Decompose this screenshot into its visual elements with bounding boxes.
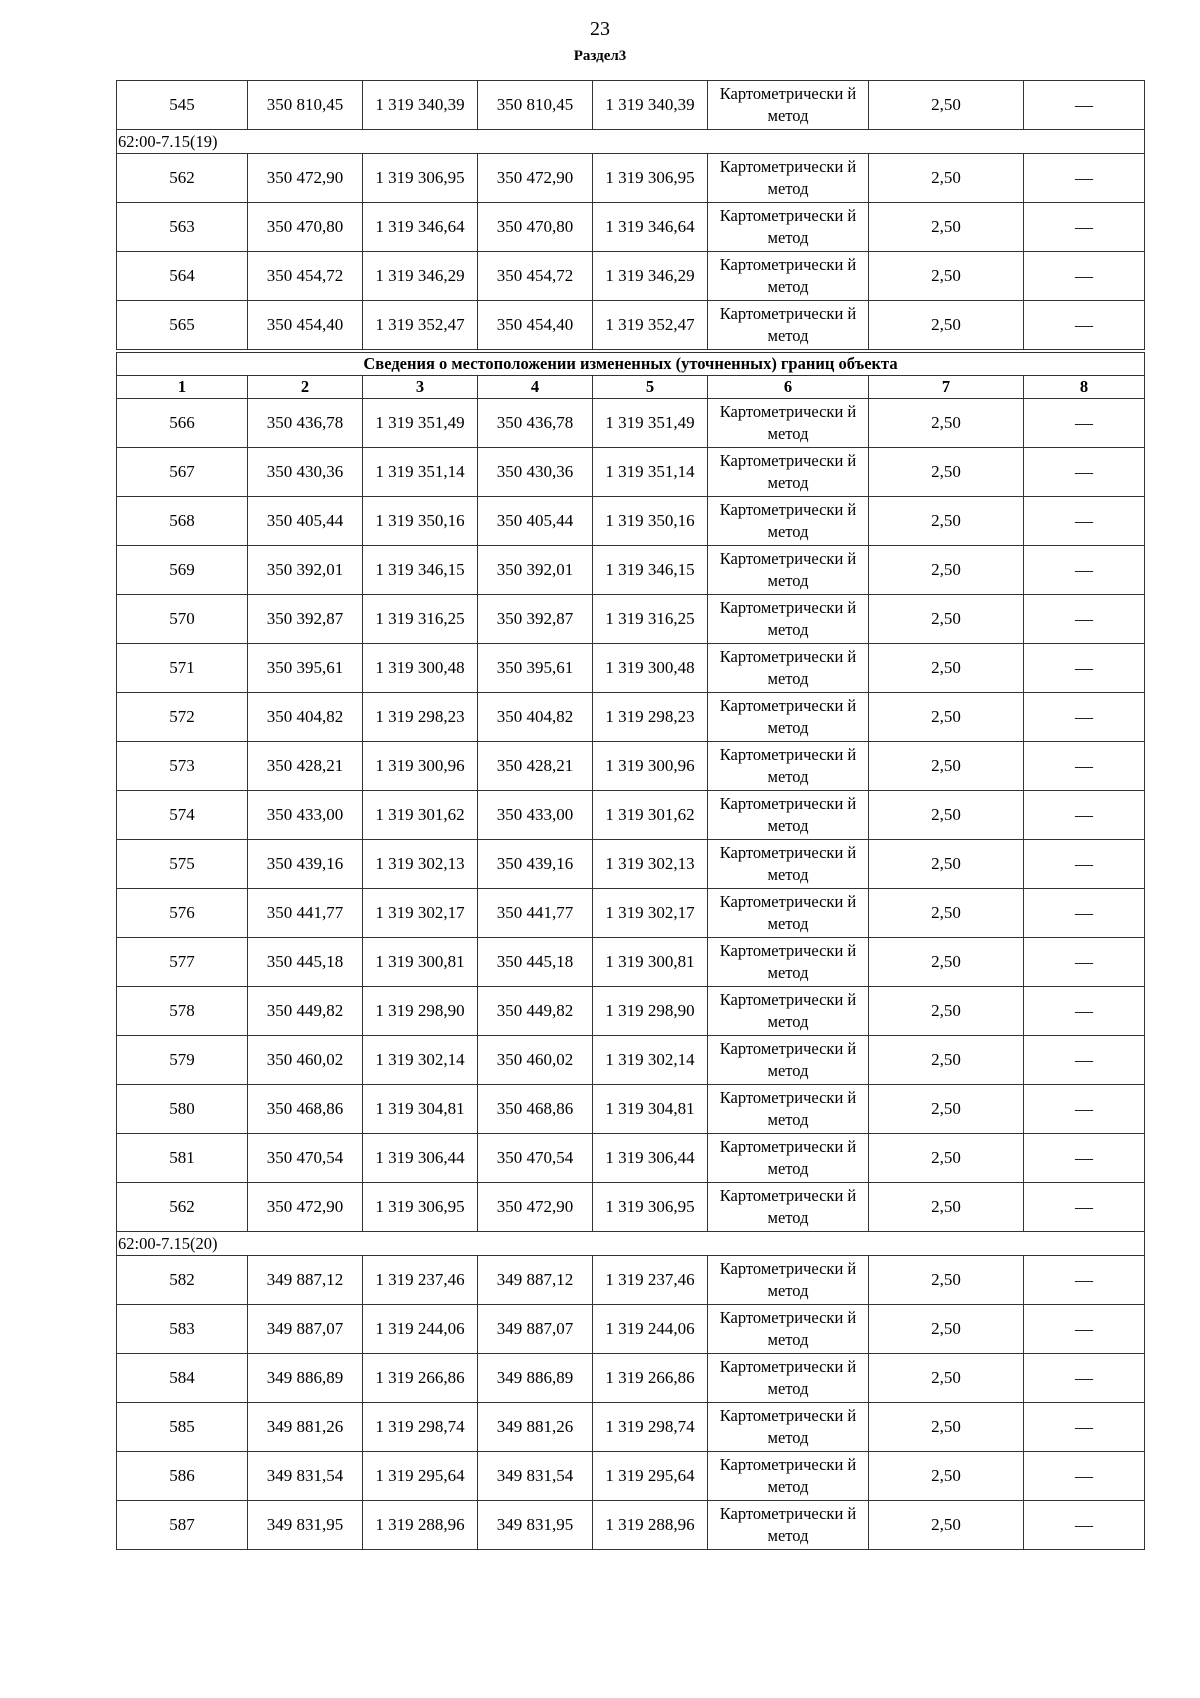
y-existing-cell: 1 319 304,81	[363, 1085, 478, 1134]
y-refined-cell: 1 319 244,06	[593, 1305, 708, 1354]
y-existing-cell: 1 319 300,48	[363, 644, 478, 693]
method-cell: Картометрически й метод	[708, 81, 869, 130]
x-existing-cell: 350 404,82	[248, 693, 363, 742]
x-existing-cell: 350 472,90	[248, 154, 363, 203]
y-existing-cell: 1 319 298,90	[363, 987, 478, 1036]
point-number-cell: 565	[117, 301, 248, 352]
method-cell: Картометрически й метод	[708, 595, 869, 644]
table-row	[117, 1183, 1145, 1232]
table-row	[117, 497, 1145, 546]
y-existing-cell: 1 319 306,95	[363, 1183, 478, 1232]
description-cell: —	[1024, 742, 1145, 791]
accuracy-cell: 2,50	[869, 791, 1024, 840]
y-refined-cell: 1 319 306,95	[593, 154, 708, 203]
description-cell: —	[1024, 154, 1145, 203]
description-cell: —	[1024, 1183, 1145, 1232]
method-cell: Картометрически й метод	[708, 987, 869, 1036]
x-refined-cell: 350 428,21	[478, 742, 593, 791]
x-existing-cell: 350 395,61	[248, 644, 363, 693]
accuracy-cell: 2,50	[869, 987, 1024, 1036]
table-row	[117, 448, 1145, 497]
table-row	[117, 693, 1145, 742]
table-row	[117, 791, 1145, 840]
point-number-cell: 574	[117, 791, 248, 840]
method-cell: Картометрически й метод	[708, 1501, 869, 1550]
x-refined-cell: 350 454,72	[478, 252, 593, 301]
description-cell: —	[1024, 448, 1145, 497]
description-cell: —	[1024, 1256, 1145, 1305]
group-label: 62:00-7.15(19)	[117, 130, 1145, 154]
accuracy-cell: 2,50	[869, 1134, 1024, 1183]
table-row	[117, 154, 1145, 203]
table-row	[117, 1256, 1145, 1305]
x-refined-cell: 350 433,00	[478, 791, 593, 840]
description-cell: —	[1024, 203, 1145, 252]
y-refined-cell: 1 319 302,14	[593, 1036, 708, 1085]
description-cell: —	[1024, 1036, 1145, 1085]
y-refined-cell: 1 319 316,25	[593, 595, 708, 644]
x-existing-cell: 350 433,00	[248, 791, 363, 840]
x-refined-cell: 349 887,12	[478, 1256, 593, 1305]
y-refined-cell: 1 319 288,96	[593, 1501, 708, 1550]
point-number-cell: 563	[117, 203, 248, 252]
description-cell: —	[1024, 301, 1145, 352]
method-cell: Картометрически й метод	[708, 1183, 869, 1232]
y-refined-cell: 1 319 346,29	[593, 252, 708, 301]
x-existing-cell: 350 428,21	[248, 742, 363, 791]
y-existing-cell: 1 319 352,47	[363, 301, 478, 352]
y-existing-cell: 1 319 266,86	[363, 1354, 478, 1403]
x-existing-cell: 349 887,12	[248, 1256, 363, 1305]
x-refined-cell: 350 395,61	[478, 644, 593, 693]
accuracy-cell: 2,50	[869, 644, 1024, 693]
method-cell: Картометрически й метод	[708, 1354, 869, 1403]
point-number-cell: 584	[117, 1354, 248, 1403]
accuracy-cell: 2,50	[869, 497, 1024, 546]
description-cell: —	[1024, 889, 1145, 938]
table-row	[117, 1403, 1145, 1452]
y-refined-cell: 1 319 306,95	[593, 1183, 708, 1232]
group-row	[117, 1232, 1145, 1256]
x-refined-cell: 350 430,36	[478, 448, 593, 497]
point-number-cell: 576	[117, 889, 248, 938]
method-cell: Картометрически й метод	[708, 301, 869, 352]
x-refined-cell: 349 831,54	[478, 1452, 593, 1501]
table-row	[117, 1354, 1145, 1403]
section-title: Раздел3	[573, 48, 627, 64]
x-existing-cell: 350 445,18	[248, 938, 363, 987]
description-cell: —	[1024, 1501, 1145, 1550]
y-existing-cell: 1 319 300,96	[363, 742, 478, 791]
x-refined-cell: 350 392,87	[478, 595, 593, 644]
y-refined-cell: 1 319 237,46	[593, 1256, 708, 1305]
x-refined-cell: 350 441,77	[478, 889, 593, 938]
y-existing-cell: 1 319 346,64	[363, 203, 478, 252]
x-refined-cell: 350 468,86	[478, 1085, 593, 1134]
table-row	[117, 252, 1145, 301]
method-cell: Картометрически й метод	[708, 399, 869, 448]
x-existing-cell: 349 887,07	[248, 1305, 363, 1354]
point-number-cell: 569	[117, 546, 248, 595]
y-refined-cell: 1 319 300,48	[593, 644, 708, 693]
table-row	[117, 1134, 1145, 1183]
x-refined-cell: 350 404,82	[478, 693, 593, 742]
y-refined-cell: 1 319 300,96	[593, 742, 708, 791]
point-number-cell: 587	[117, 1501, 248, 1550]
y-refined-cell: 1 319 266,86	[593, 1354, 708, 1403]
point-number-cell: 582	[117, 1256, 248, 1305]
column-number: 1	[117, 376, 248, 399]
description-cell: —	[1024, 1354, 1145, 1403]
table-row	[117, 399, 1145, 448]
y-existing-cell: 1 319 351,14	[363, 448, 478, 497]
y-existing-cell: 1 319 288,96	[363, 1501, 478, 1550]
y-refined-cell: 1 319 346,64	[593, 203, 708, 252]
point-number-cell: 571	[117, 644, 248, 693]
x-refined-cell: 350 439,16	[478, 840, 593, 889]
table-row	[117, 644, 1145, 693]
method-cell: Картометрически й метод	[708, 644, 869, 693]
description-cell: —	[1024, 1134, 1145, 1183]
x-existing-cell: 350 392,87	[248, 595, 363, 644]
x-refined-cell: 349 887,07	[478, 1305, 593, 1354]
x-existing-cell: 350 472,90	[248, 1183, 363, 1232]
accuracy-cell: 2,50	[869, 1305, 1024, 1354]
y-refined-cell: 1 319 298,90	[593, 987, 708, 1036]
point-number-cell: 578	[117, 987, 248, 1036]
accuracy-cell: 2,50	[869, 252, 1024, 301]
table-row	[117, 546, 1145, 595]
accuracy-cell: 2,50	[869, 1036, 1024, 1085]
description-cell: —	[1024, 693, 1145, 742]
y-refined-cell: 1 319 350,16	[593, 497, 708, 546]
point-number-cell: 586	[117, 1452, 248, 1501]
x-existing-cell: 350 405,44	[248, 497, 363, 546]
point-number-cell: 564	[117, 252, 248, 301]
description-cell: —	[1024, 840, 1145, 889]
x-existing-cell: 350 430,36	[248, 448, 363, 497]
method-cell: Картометрически й метод	[708, 693, 869, 742]
description-cell: —	[1024, 399, 1145, 448]
point-number-cell: 583	[117, 1305, 248, 1354]
y-refined-cell: 1 319 295,64	[593, 1452, 708, 1501]
group-row	[117, 130, 1145, 154]
table-row	[117, 81, 1145, 130]
accuracy-cell: 2,50	[869, 1256, 1024, 1305]
y-existing-cell: 1 319 298,74	[363, 1403, 478, 1452]
point-number-cell: 570	[117, 595, 248, 644]
x-existing-cell: 349 881,26	[248, 1403, 363, 1452]
method-cell: Картометрически й метод	[708, 1134, 869, 1183]
accuracy-cell: 2,50	[869, 81, 1024, 130]
y-refined-cell: 1 319 302,13	[593, 840, 708, 889]
y-refined-cell: 1 319 301,62	[593, 791, 708, 840]
x-refined-cell: 350 472,90	[478, 154, 593, 203]
y-existing-cell: 1 319 350,16	[363, 497, 478, 546]
point-number-cell: 562	[117, 154, 248, 203]
x-refined-cell: 350 449,82	[478, 987, 593, 1036]
y-existing-cell: 1 319 302,14	[363, 1036, 478, 1085]
table-row	[117, 938, 1145, 987]
point-number-cell: 545	[117, 81, 248, 130]
point-number-cell: 568	[117, 497, 248, 546]
point-number-cell: 575	[117, 840, 248, 889]
y-existing-cell: 1 319 351,49	[363, 399, 478, 448]
point-number-cell: 567	[117, 448, 248, 497]
x-existing-cell: 350 470,54	[248, 1134, 363, 1183]
description-cell: —	[1024, 938, 1145, 987]
method-cell: Картометрически й метод	[708, 791, 869, 840]
y-existing-cell: 1 319 244,06	[363, 1305, 478, 1354]
table-body	[117, 81, 1145, 1550]
method-cell: Картометрически й метод	[708, 546, 869, 595]
x-existing-cell: 350 439,16	[248, 840, 363, 889]
point-number-cell: 577	[117, 938, 248, 987]
description-cell: —	[1024, 1452, 1145, 1501]
method-cell: Картометрически й метод	[708, 1036, 869, 1085]
x-existing-cell: 350 470,80	[248, 203, 363, 252]
table-row	[117, 987, 1145, 1036]
x-refined-cell: 350 460,02	[478, 1036, 593, 1085]
x-existing-cell: 350 468,86	[248, 1085, 363, 1134]
accuracy-cell: 2,50	[869, 889, 1024, 938]
x-refined-cell: 349 831,95	[478, 1501, 593, 1550]
y-existing-cell: 1 319 306,95	[363, 154, 478, 203]
method-cell: Картометрически й метод	[708, 840, 869, 889]
accuracy-cell: 2,50	[869, 1501, 1024, 1550]
table-row	[117, 1501, 1145, 1550]
y-existing-cell: 1 319 346,15	[363, 546, 478, 595]
x-refined-cell: 350 436,78	[478, 399, 593, 448]
column-number: 4	[478, 376, 593, 399]
y-existing-cell: 1 319 316,25	[363, 595, 478, 644]
accuracy-cell: 2,50	[869, 301, 1024, 352]
x-existing-cell: 350 436,78	[248, 399, 363, 448]
point-number-cell: 580	[117, 1085, 248, 1134]
page-number: 23	[590, 18, 610, 40]
table-row	[117, 1305, 1145, 1354]
point-number-cell: 573	[117, 742, 248, 791]
method-cell: Картометрически й метод	[708, 1256, 869, 1305]
description-cell: —	[1024, 1403, 1145, 1452]
x-refined-cell: 350 445,18	[478, 938, 593, 987]
description-cell: —	[1024, 987, 1145, 1036]
accuracy-cell: 2,50	[869, 742, 1024, 791]
y-refined-cell: 1 319 351,49	[593, 399, 708, 448]
accuracy-cell: 2,50	[869, 1085, 1024, 1134]
y-refined-cell: 1 319 306,44	[593, 1134, 708, 1183]
point-number-cell: 562	[117, 1183, 248, 1232]
accuracy-cell: 2,50	[869, 938, 1024, 987]
method-cell: Картометрически й метод	[708, 154, 869, 203]
x-refined-cell: 350 454,40	[478, 301, 593, 352]
description-cell: —	[1024, 252, 1145, 301]
table-row	[117, 1452, 1145, 1501]
method-cell: Картометрически й метод	[708, 448, 869, 497]
x-existing-cell: 350 454,40	[248, 301, 363, 352]
method-cell: Картометрически й метод	[708, 1305, 869, 1354]
x-refined-cell: 349 886,89	[478, 1354, 593, 1403]
method-cell: Картометрически й метод	[708, 742, 869, 791]
column-number: 3	[363, 376, 478, 399]
description-cell: —	[1024, 1085, 1145, 1134]
y-existing-cell: 1 319 298,23	[363, 693, 478, 742]
table-row	[117, 1085, 1145, 1134]
column-numbers-row	[117, 376, 1145, 399]
method-cell: Картометрически й метод	[708, 1085, 869, 1134]
column-number: 8	[1024, 376, 1145, 399]
y-refined-cell: 1 319 304,81	[593, 1085, 708, 1134]
accuracy-cell: 2,50	[869, 1354, 1024, 1403]
description-cell: —	[1024, 791, 1145, 840]
point-number-cell: 572	[117, 693, 248, 742]
description-cell: —	[1024, 546, 1145, 595]
accuracy-cell: 2,50	[869, 448, 1024, 497]
x-existing-cell: 350 460,02	[248, 1036, 363, 1085]
x-refined-cell: 350 470,80	[478, 203, 593, 252]
table-row	[117, 1036, 1145, 1085]
y-existing-cell: 1 319 340,39	[363, 81, 478, 130]
y-refined-cell: 1 319 302,17	[593, 889, 708, 938]
y-refined-cell: 1 319 346,15	[593, 546, 708, 595]
y-refined-cell: 1 319 298,74	[593, 1403, 708, 1452]
group-label: 62:00-7.15(20)	[117, 1232, 1145, 1256]
point-number-cell: 566	[117, 399, 248, 448]
column-number: 7	[869, 376, 1024, 399]
coordinates-table	[116, 80, 1145, 1550]
column-number: 2	[248, 376, 363, 399]
accuracy-cell: 2,50	[869, 840, 1024, 889]
y-existing-cell: 1 319 302,17	[363, 889, 478, 938]
method-cell: Картометрически й метод	[708, 1452, 869, 1501]
accuracy-cell: 2,50	[869, 203, 1024, 252]
accuracy-cell: 2,50	[869, 1403, 1024, 1452]
description-cell: —	[1024, 81, 1145, 130]
x-refined-cell: 350 392,01	[478, 546, 593, 595]
y-refined-cell: 1 319 340,39	[593, 81, 708, 130]
point-number-cell: 579	[117, 1036, 248, 1085]
accuracy-cell: 2,50	[869, 1183, 1024, 1232]
table-row	[117, 301, 1145, 352]
y-refined-cell: 1 319 298,23	[593, 693, 708, 742]
x-existing-cell: 349 831,95	[248, 1501, 363, 1550]
y-existing-cell: 1 319 302,13	[363, 840, 478, 889]
column-number: 5	[593, 376, 708, 399]
description-cell: —	[1024, 1305, 1145, 1354]
accuracy-cell: 2,50	[869, 154, 1024, 203]
x-existing-cell: 350 392,01	[248, 546, 363, 595]
x-existing-cell: 350 454,72	[248, 252, 363, 301]
y-existing-cell: 1 319 295,64	[363, 1452, 478, 1501]
x-existing-cell: 350 449,82	[248, 987, 363, 1036]
table-heading-row	[117, 351, 1145, 376]
y-refined-cell: 1 319 351,14	[593, 448, 708, 497]
y-refined-cell: 1 319 352,47	[593, 301, 708, 352]
accuracy-cell: 2,50	[869, 595, 1024, 644]
method-cell: Картометрически й метод	[708, 889, 869, 938]
description-cell: —	[1024, 644, 1145, 693]
x-refined-cell: 350 470,54	[478, 1134, 593, 1183]
x-existing-cell: 350 810,45	[248, 81, 363, 130]
x-existing-cell: 350 441,77	[248, 889, 363, 938]
method-cell: Картометрически й метод	[708, 938, 869, 987]
y-refined-cell: 1 319 300,81	[593, 938, 708, 987]
y-existing-cell: 1 319 346,29	[363, 252, 478, 301]
y-existing-cell: 1 319 301,62	[363, 791, 478, 840]
table-row	[117, 203, 1145, 252]
accuracy-cell: 2,50	[869, 693, 1024, 742]
method-cell: Картометрически й метод	[708, 497, 869, 546]
column-number: 6	[708, 376, 869, 399]
table-row	[117, 742, 1145, 791]
y-existing-cell: 1 319 306,44	[363, 1134, 478, 1183]
y-existing-cell: 1 319 237,46	[363, 1256, 478, 1305]
method-cell: Картометрически й метод	[708, 203, 869, 252]
x-refined-cell: 350 472,90	[478, 1183, 593, 1232]
description-cell: —	[1024, 595, 1145, 644]
x-refined-cell: 350 810,45	[478, 81, 593, 130]
y-existing-cell: 1 319 300,81	[363, 938, 478, 987]
table-row	[117, 595, 1145, 644]
x-refined-cell: 349 881,26	[478, 1403, 593, 1452]
x-refined-cell: 350 405,44	[478, 497, 593, 546]
method-cell: Картометрически й метод	[708, 1403, 869, 1452]
accuracy-cell: 2,50	[869, 546, 1024, 595]
table-heading: Сведения о местоположении измененных (уточненных) границ объекта	[117, 351, 1145, 376]
method-cell: Картометрически й метод	[708, 252, 869, 301]
description-cell: —	[1024, 497, 1145, 546]
accuracy-cell: 2,50	[869, 399, 1024, 448]
x-existing-cell: 349 831,54	[248, 1452, 363, 1501]
table-row	[117, 889, 1145, 938]
accuracy-cell: 2,50	[869, 1452, 1024, 1501]
point-number-cell: 581	[117, 1134, 248, 1183]
x-existing-cell: 349 886,89	[248, 1354, 363, 1403]
point-number-cell: 585	[117, 1403, 248, 1452]
table-row	[117, 840, 1145, 889]
